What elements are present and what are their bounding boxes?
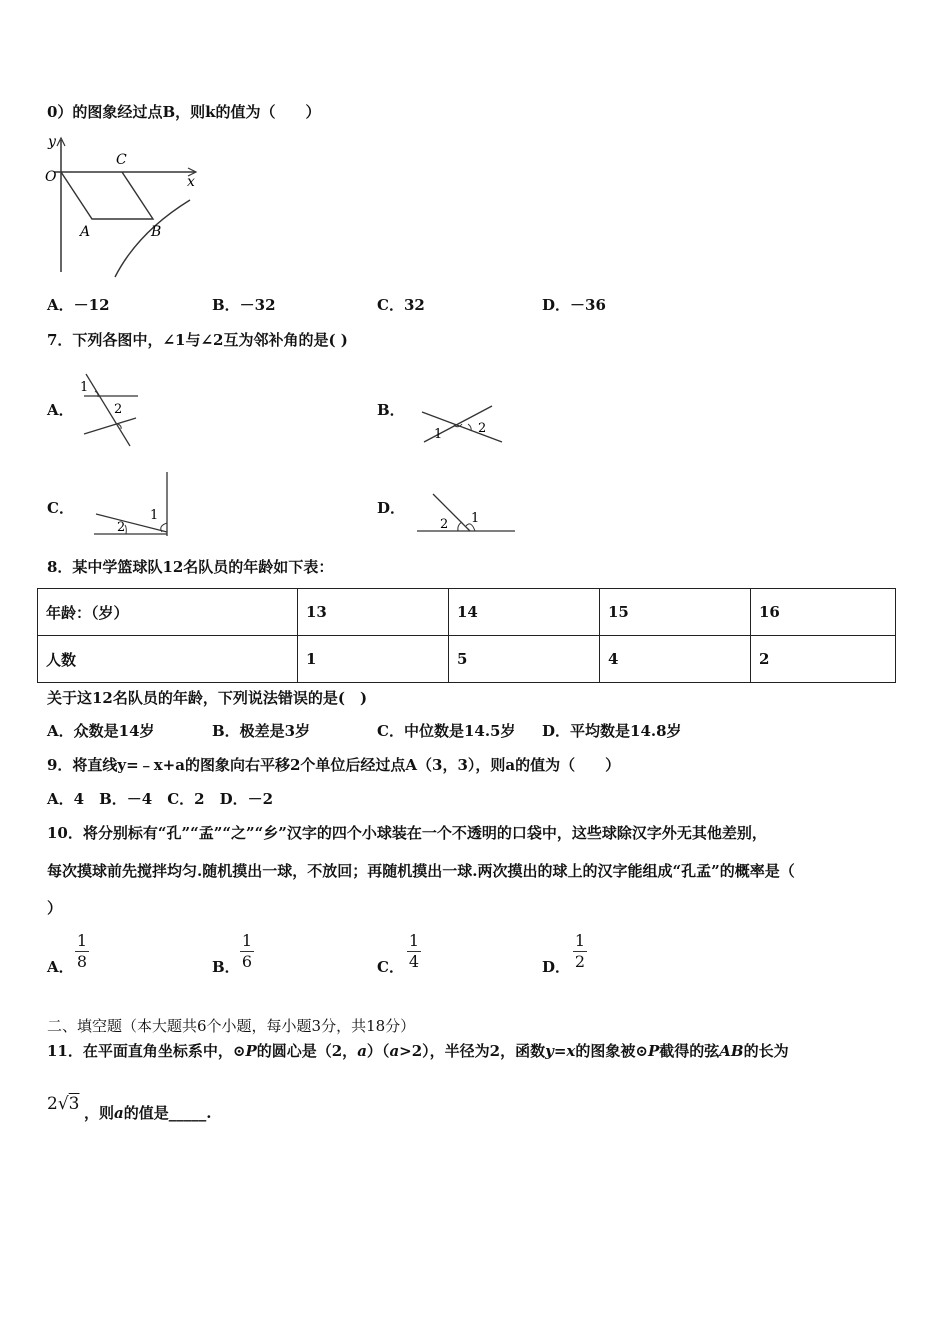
table-row [38,636,896,683]
q10-fraction-d: 1 2 [574,931,586,971]
q7d-angle-1: 1 [471,511,480,526]
q8-age-table [37,588,896,683]
q11-answer-blank[interactable]: _____ [168,1104,207,1122]
q11-radical: 2√3 [47,1094,80,1114]
q10-stem-line2: 每次摸球前先搅拌均匀.随机摸出一球，不放回；再随机摸出一球.两次摸出的球上的汉字能组成“孔孟”的概率是（ [47,862,795,880]
q7-figure-d [413,490,521,538]
table-cell: 1 [298,636,449,683]
table-row [38,589,896,636]
q10-fraction-a: 1 8 [76,931,88,971]
table-cell: 16 [751,589,896,636]
q10-option-c[interactable]: C． [377,958,404,976]
q10-fraction-b: 1 6 [241,931,253,971]
q11-line2: ，则a的值是_____. [84,1104,212,1122]
label-y: y [48,134,56,150]
q11-line1: 11．在平面直角坐标系中，⊙P的圆心是（2，a）（a>2），半径为2，函数y=x的图象被⊙P截得的弦AB的长为 [47,1042,789,1060]
table-cell: 5 [449,636,600,683]
q10-option-b[interactable]: B． [212,958,240,976]
q7c-angle-1: 1 [150,508,159,523]
q7-figure-c [90,470,175,540]
q10-fraction-c: 1 4 [408,931,420,971]
table-cell: 4 [600,636,751,683]
label-C: C [116,152,127,168]
q8-stem: 8．某中学篮球队12名队员的年龄如下表： [47,558,334,576]
q8-option-d[interactable]: D．平均数是14.8岁 [542,722,682,740]
table-cell: 13 [298,589,449,636]
label-B: B [151,224,162,240]
label-A: A [80,224,91,240]
q10-stem-line1: 10．将分别标有“孔”“孟”“之”“乡”汉字的四个小球装在一个不透明的口袋中，这些球除汉字外无其他差别， [47,824,767,842]
q10-stem-line3: ） [47,899,63,917]
table-cell: 人数 [38,636,298,683]
q7a-angle-2: 2 [114,402,123,417]
q9-options[interactable]: A．4 B．－4 C．2 D．－2 [47,790,274,808]
q10-option-d[interactable]: D． [542,958,571,976]
label-x: x [187,174,195,190]
label-O: O [45,169,57,185]
q7-option-b[interactable]: B． [377,401,405,419]
q6-option-a[interactable]: A．－12 [47,296,110,314]
q7-option-c[interactable]: C． [47,499,74,517]
q6-option-b[interactable]: B．－32 [212,296,276,314]
q6-option-d[interactable]: D．－36 [542,296,606,314]
q7-figure-a [78,372,143,450]
q7-option-a[interactable]: A． [47,401,74,419]
q7b-angle-1: 1 [434,427,443,442]
q9-stem: 9．将直线y=﹣x+a的图象向右平移2个单位后经过点A（3，3），则a的值为（ ） [47,756,621,774]
q6-stem: 0）的图象经过点B，则k的值为（ ） [47,103,321,121]
q7-stem: 7．下列各图中，∠1与∠2互为邻补角的是( ) [47,331,348,349]
q6-option-c[interactable]: C．32 [377,296,425,314]
table-cell: 2 [751,636,896,683]
table-cell: 年龄：（岁） [38,589,298,636]
parallelogram-OABC [61,172,153,219]
q8-option-c[interactable]: C．中位数是14.5岁 [377,722,516,740]
q7a-angle-1: 1 [80,380,89,395]
section-2-title: 二、填空题（本大题共6个小题，每小题3分，共18分） [47,1017,416,1035]
q6-figure [40,132,210,282]
table-cell: 15 [600,589,751,636]
q7-option-d[interactable]: D． [377,499,406,517]
q7b-angle-2: 2 [478,421,487,436]
q8-option-a[interactable]: A．众数是14岁 [47,722,155,740]
q10-option-a[interactable]: A． [47,958,74,976]
q7-figure-b [418,400,508,448]
q7c-angle-2: 2 [117,520,126,535]
q7d-angle-2: 2 [440,517,449,532]
table-cell: 14 [449,589,600,636]
q8-option-b[interactable]: B．极差是3岁 [212,722,311,740]
q8-question: 关于这12名队员的年龄，下列说法错误的是( ) [47,689,368,707]
